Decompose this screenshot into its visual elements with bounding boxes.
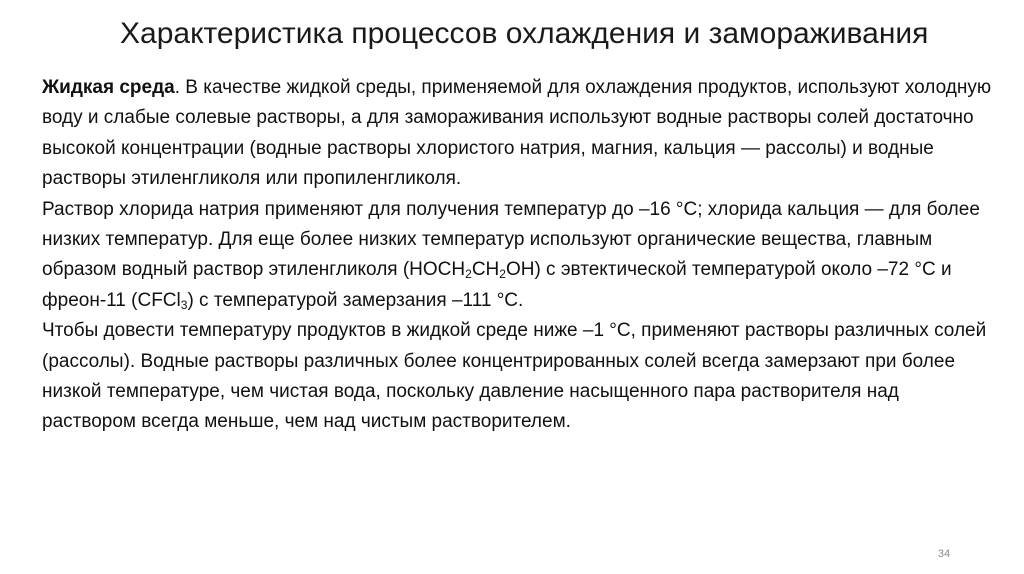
paragraph-text: Чтобы довести температуру продуктов в жидкой среде ниже –1 °С, применяют растворы различных солей (рассолы). Водные растворы различных более концентрированных солей всегда замерзают при более низкой температуре, чем чистая вода, поскольку давление насыщенного пара растворителя над раствором всегда меньше, чем над чистым растворителем. [42, 320, 987, 433]
slide-title: Характеристика процессов охлаждения и замораживания [120, 17, 929, 50]
paragraph-solutions [42, 195, 992, 317]
paragraph-lead: Жидкая среда [42, 77, 175, 98]
paragraph-text-part: ) с температурой замерзания –111 °С. [187, 289, 524, 311]
subscript: 2 [465, 267, 472, 282]
paragraph-brines [42, 316, 992, 438]
paragraph-text: . В качестве жидкой среды, применяемой для охлаждения продуктов, используют холодную воду и слабые солевые растворы, а для замораживания используют водные растворы солей достаточно высокой концентрации (водные растворы хлористого натрия, магния, кальция — рассолы) и водные растворы этиленгликоля или пропиленгликоля. [42, 77, 992, 190]
subscript: 2 [499, 267, 506, 282]
slide-body [42, 73, 992, 438]
paragraph-text-part: CH [471, 259, 500, 281]
paragraph-liquid-medium [42, 73, 992, 195]
page-number: 34 [937, 548, 951, 560]
paragraph-text-part: OH) с эвтектической температурой около –72 °С и фреон-11 (CFCl [42, 259, 952, 311]
paragraph-text-part: Раствор хлорида натрия применяют для получения температур до –16 °С; хлорида кальция — для более низких температур. Для еще более низких температур используют органические вещества, главным образом водный раствор этиленгликоля (HOCH [42, 198, 980, 281]
subscript: 3 [180, 297, 188, 312]
